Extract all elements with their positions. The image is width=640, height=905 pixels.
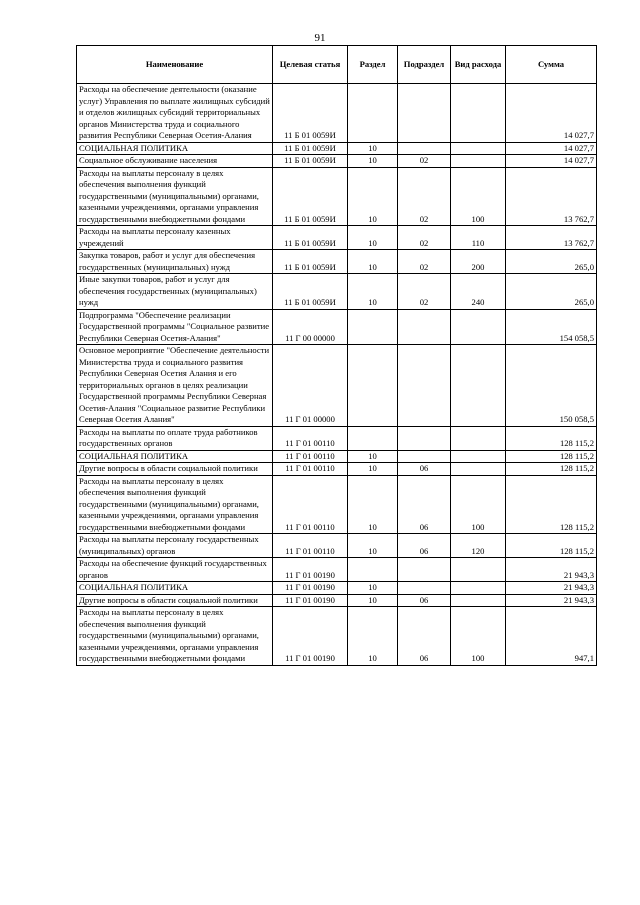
header-code: Целевая статья: [273, 46, 348, 84]
row-razdel: 10: [348, 582, 398, 595]
row-sum: 13 762,7: [506, 226, 597, 250]
row-podrazdel: [398, 450, 451, 463]
table-row: [77, 426, 597, 450]
row-podrazdel: 06: [398, 534, 451, 558]
row-razdel: [348, 84, 398, 143]
row-name: Основное мероприятие "Обеспечение деятельности Министерства труда и социального развития Республики Северная Осетия Алания и его территориальных органов в целях реализации Государственной программы Республики Северная Осетия-Алания "Социальное развитие Республики Северная Осетия Алания": [77, 345, 273, 427]
table-row: [77, 450, 597, 463]
table-row: [77, 155, 597, 168]
row-name: Расходы на выплаты персоналу в целях обеспечения выполнения функций государственными (муниципальными) органами, казенными учреждениями, органами управления государственными внебюджетными фондами: [77, 167, 273, 226]
row-name: Расходы на выплаты персоналу государственных (муниципальных) органов: [77, 534, 273, 558]
table-row: [77, 558, 597, 582]
row-code: 11 Б 01 0059И: [273, 142, 348, 155]
table-row: [77, 463, 597, 476]
row-code: 11 Г 01 00110: [273, 534, 348, 558]
table-row: [77, 534, 597, 558]
row-vid: [451, 450, 506, 463]
row-podrazdel: [398, 309, 451, 345]
row-code: 11 Г 01 00190: [273, 607, 348, 666]
row-sum: 154 058,5: [506, 309, 597, 345]
row-name: Иные закупки товаров, работ и услуг для обеспечения государственных (муниципальных) нужд: [77, 274, 273, 310]
row-sum: 265,0: [506, 250, 597, 274]
row-razdel: 10: [348, 607, 398, 666]
row-vid: [451, 426, 506, 450]
table-row: [77, 84, 597, 143]
row-podrazdel: [398, 345, 451, 427]
row-razdel: 10: [348, 463, 398, 476]
row-podrazdel: [398, 84, 451, 143]
row-sum: 150 058,5: [506, 345, 597, 427]
header-vid: Вид расхода: [451, 46, 506, 84]
row-podrazdel: [398, 558, 451, 582]
table-row: [77, 250, 597, 274]
row-vid: [451, 558, 506, 582]
row-podrazdel: 06: [398, 594, 451, 607]
row-code: 11 Б 01 0059И: [273, 155, 348, 168]
row-vid: [451, 309, 506, 345]
row-name: Расходы на выплаты персоналу казенных учреждений: [77, 226, 273, 250]
row-vid: [451, 463, 506, 476]
row-code: 11 Г 01 00110: [273, 475, 348, 534]
header-razdel: Раздел: [348, 46, 398, 84]
row-code: 11 Г 01 00190: [273, 582, 348, 595]
row-podrazdel: [398, 582, 451, 595]
row-sum: 21 943,3: [506, 558, 597, 582]
row-code: 11 Г 01 00190: [273, 594, 348, 607]
table-row: [77, 475, 597, 534]
row-sum: 21 943,3: [506, 594, 597, 607]
table-row: [77, 274, 597, 310]
row-vid: [451, 345, 506, 427]
row-razdel: [348, 345, 398, 427]
table-row: [77, 594, 597, 607]
table-row: [77, 226, 597, 250]
header-podrazdel: Подраздел: [398, 46, 451, 84]
row-sum: 13 762,7: [506, 167, 597, 226]
row-vid: 120: [451, 534, 506, 558]
row-name: СОЦИАЛЬНАЯ ПОЛИТИКА: [77, 450, 273, 463]
row-razdel: 10: [348, 534, 398, 558]
row-code: 11 Г 01 00110: [273, 463, 348, 476]
row-code: 11 Б 01 0059И: [273, 167, 348, 226]
table-row: [77, 309, 597, 345]
row-razdel: 10: [348, 142, 398, 155]
table-row: [77, 582, 597, 595]
row-vid: [451, 582, 506, 595]
row-name: Расходы на выплаты по оплате труда работников государственных органов: [77, 426, 273, 450]
header-sum: Сумма: [506, 46, 597, 84]
row-podrazdel: 06: [398, 607, 451, 666]
row-vid: 110: [451, 226, 506, 250]
row-sum: 128 115,2: [506, 463, 597, 476]
row-code: 11 Г 00 00000: [273, 309, 348, 345]
row-code: 11 Б 01 0059И: [273, 274, 348, 310]
row-podrazdel: 02: [398, 250, 451, 274]
row-razdel: 10: [348, 167, 398, 226]
row-vid: 100: [451, 607, 506, 666]
row-name: Расходы на обеспечение функций государственных органов: [77, 558, 273, 582]
row-name: Подпрограмма "Обеспечение реализации Государственной программы "Социальное развитие Республики Северная Осетия-Алания": [77, 309, 273, 345]
row-razdel: 10: [348, 274, 398, 310]
row-code: 11 Б 01 0059И: [273, 250, 348, 274]
row-sum: 128 115,2: [506, 534, 597, 558]
row-sum: 128 115,2: [506, 450, 597, 463]
row-razdel: 10: [348, 250, 398, 274]
row-vid: [451, 594, 506, 607]
table-row: [77, 167, 597, 226]
row-vid: [451, 142, 506, 155]
row-razdel: [348, 426, 398, 450]
row-vid: 200: [451, 250, 506, 274]
row-vid: [451, 84, 506, 143]
row-razdel: 10: [348, 594, 398, 607]
table-row: [77, 142, 597, 155]
row-name: Расходы на выплаты персоналу в целях обеспечения выполнения функций государственными (муниципальными) органами, казенными учреждениями, органами управления государственными внебюджетными фондами: [77, 607, 273, 666]
header-row: [77, 46, 597, 84]
row-vid: 100: [451, 475, 506, 534]
row-sum: 128 115,2: [506, 426, 597, 450]
row-sum: 14 027,7: [506, 142, 597, 155]
page-number: 91: [314, 32, 326, 44]
row-name: СОЦИАЛЬНАЯ ПОЛИТИКА: [77, 142, 273, 155]
row-code: 11 Г 01 00110: [273, 450, 348, 463]
row-razdel: 10: [348, 226, 398, 250]
row-podrazdel: [398, 142, 451, 155]
row-razdel: 10: [348, 475, 398, 534]
row-code: 11 Б 01 0059И: [273, 84, 348, 143]
row-razdel: [348, 558, 398, 582]
row-sum: 128 115,2: [506, 475, 597, 534]
row-podrazdel: [398, 426, 451, 450]
row-code: 11 Г 01 00190: [273, 558, 348, 582]
row-code: 11 Б 01 0059И: [273, 226, 348, 250]
row-sum: 14 027,7: [506, 84, 597, 143]
row-razdel: 10: [348, 450, 398, 463]
row-sum: 947,1: [506, 607, 597, 666]
row-vid: 240: [451, 274, 506, 310]
row-name: Другие вопросы в области социальной политики: [77, 463, 273, 476]
row-vid: 100: [451, 167, 506, 226]
row-podrazdel: 06: [398, 463, 451, 476]
table-row: [77, 345, 597, 427]
row-sum: 14 027,7: [506, 155, 597, 168]
row-podrazdel: 06: [398, 475, 451, 534]
row-sum: 265,0: [506, 274, 597, 310]
row-name: Расходы на обеспечение деятельности (оказание услуг) Управления по выплате жилищных субсидий и отделов жилищных субсидий территориальных органов Министерства труда и социального развития Республики Северная Осетия-Алания: [77, 84, 273, 143]
row-code: 11 Г 01 00110: [273, 426, 348, 450]
row-podrazdel: 02: [398, 167, 451, 226]
row-name: Расходы на выплаты персоналу в целях обеспечения выполнения функций государственными (муниципальными) органами, казенными учреждениями, органами управления государственными внебюджетными фондами: [77, 475, 273, 534]
row-vid: [451, 155, 506, 168]
row-podrazdel: 02: [398, 226, 451, 250]
row-name: СОЦИАЛЬНАЯ ПОЛИТИКА: [77, 582, 273, 595]
row-podrazdel: 02: [398, 155, 451, 168]
row-razdel: [348, 309, 398, 345]
row-name: Другие вопросы в области социальной политики: [77, 594, 273, 607]
table-row: [77, 607, 597, 666]
row-name: Закупка товаров, работ и услуг для обеспечения государственных (муниципальных) нужд: [77, 250, 273, 274]
budget-table: [76, 45, 597, 666]
row-razdel: 10: [348, 155, 398, 168]
header-name: Наименование: [77, 46, 273, 84]
row-sum: 21 943,3: [506, 582, 597, 595]
row-name: Социальное обслуживание населения: [77, 155, 273, 168]
row-code: 11 Г 01 00000: [273, 345, 348, 427]
row-podrazdel: 02: [398, 274, 451, 310]
